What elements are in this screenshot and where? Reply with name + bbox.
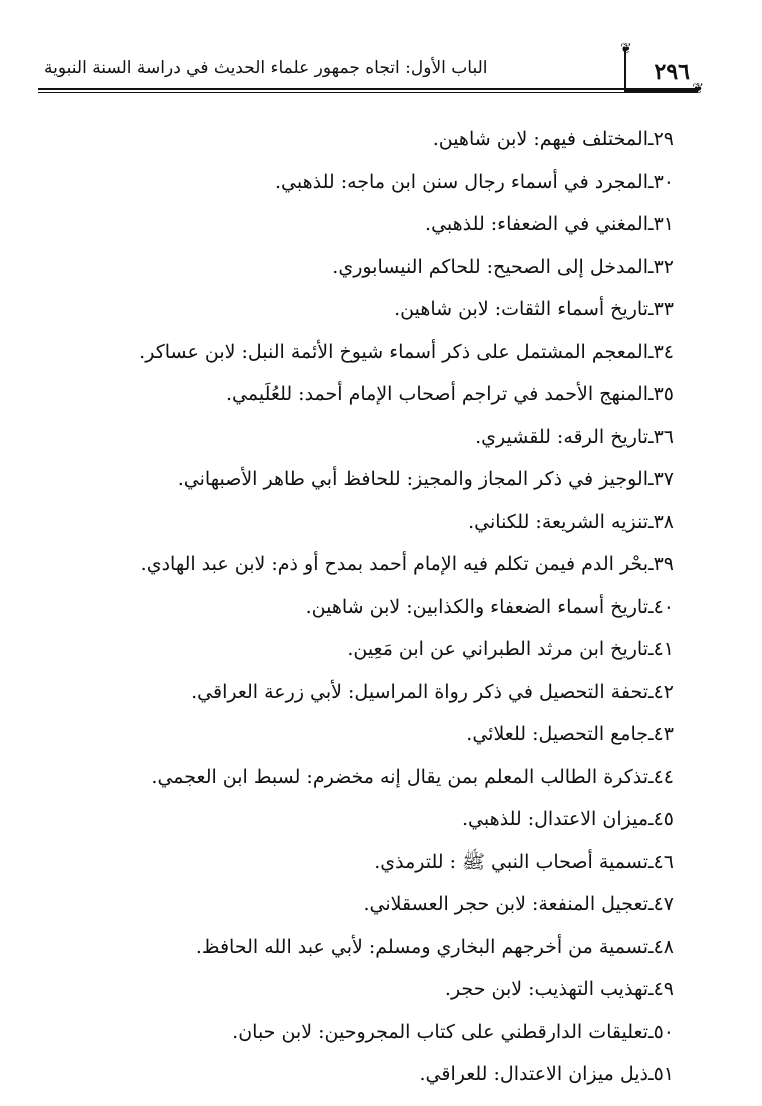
entry-text: تعجيل المنفعة: لابن حجر العسقلاني. xyxy=(363,893,648,915)
entry-number: ٣٩ـ xyxy=(648,553,674,575)
entry-number: ٤٣ـ xyxy=(648,723,674,745)
list-item xyxy=(64,628,674,671)
entry-number: ٣٠ـ xyxy=(648,170,674,193)
list-item xyxy=(64,883,674,926)
entry-number: ٤٥ـ xyxy=(648,808,674,830)
entry-text: المجرد في أسماء رجال سنن ابن ماجه: للذهبي. xyxy=(274,170,648,193)
entry-text: تعليقات الدارقطني على كتاب المجروحين: لابن حبان. xyxy=(232,1020,648,1043)
entry-number: ٣٢ـ xyxy=(648,255,674,278)
entry-text: تذكرة الطالب المعلم بمن يقال إنه مخضرم: لسبط ابن العجمي. xyxy=(151,765,648,788)
list-item xyxy=(64,1011,674,1054)
list-item xyxy=(64,458,674,501)
entry-number: ٣٨ـ xyxy=(648,510,674,533)
entry-number: ٢٩ـ xyxy=(648,128,674,150)
list-item xyxy=(64,968,674,1011)
entry-text: تاريخ ابن مرثد الطبراني عن ابن مَعِين. xyxy=(347,638,648,660)
entry-number: ٣٣ـ xyxy=(648,298,674,320)
page-number-frame xyxy=(620,41,704,97)
list-item xyxy=(64,161,674,204)
entry-number: ٣١ـ xyxy=(648,213,674,235)
entry-number: ٤٤ـ xyxy=(648,765,674,788)
entry-text: تاريخ الرقه: للقشيري. xyxy=(475,425,648,448)
entry-text: المعجم المشتمل على ذكر أسماء شيوخ الأئمة النبل: لابن عساكر. xyxy=(139,340,648,363)
list-item xyxy=(64,586,674,629)
entry-number: ٣٤ـ xyxy=(648,340,674,363)
entry-number: ٥١ـ xyxy=(648,1063,674,1085)
list-item xyxy=(64,203,674,246)
entry-text: تسمية أصحاب النبي ﷺ : للترمذي. xyxy=(374,850,648,873)
entry-text: ميزان الاعتدال: للذهبي. xyxy=(461,808,648,830)
page-number: ٢٩٦ xyxy=(654,59,690,85)
entry-number: ٤٩ـ xyxy=(648,978,674,1000)
header-rule xyxy=(38,88,698,90)
list-item xyxy=(64,1053,674,1096)
entry-text: تاريخ أسماء الثقات: لابن شاهين. xyxy=(394,298,648,320)
entry-text: ذيل ميزان الاعتدال: للعراقي. xyxy=(419,1063,648,1085)
entry-number: ٥٠ـ xyxy=(648,1020,674,1043)
entry-number: ٤٦ـ xyxy=(648,850,674,873)
entry-text: تسمية من أخرجهم البخاري ومسلم: لأبي عبد الله الحافظ. xyxy=(195,935,648,958)
list-item xyxy=(64,841,674,884)
entry-text: الوجيز في ذكر المجاز والمجيز: للحافظ أبي طاهر الأصبهاني. xyxy=(177,468,648,490)
entry-number: ٣٥ـ xyxy=(648,383,674,405)
list-item xyxy=(64,331,674,374)
entry-text: تاريخ أسماء الضعفاء والكذابين: لابن شاهين. xyxy=(305,595,648,618)
entry-text: تحفة التحصيل في ذكر رواة المراسيل: لأبي زرعة العراقي. xyxy=(191,680,648,703)
list-item xyxy=(64,501,674,544)
entry-text: تهذيب التهذيب: لابن حجر. xyxy=(444,978,648,1000)
header-rule-thin xyxy=(38,92,698,93)
list-item xyxy=(64,671,674,714)
flourish-ornament-icon: ❦ xyxy=(692,81,704,97)
page-header xyxy=(38,41,704,100)
list-item xyxy=(64,798,674,841)
entry-number: ٣٦ـ xyxy=(648,425,674,448)
entry-text: المنهج الأحمد في تراجم أصحاب الإمام أحمد: للعُلَيمي. xyxy=(226,383,648,405)
flourish-ornament-icon: ❦ xyxy=(620,41,632,57)
list-item xyxy=(64,288,674,331)
entry-number: ٤٠ـ xyxy=(648,595,674,618)
list-item xyxy=(64,756,674,799)
entry-text: جامع التحصيل: للعلائي. xyxy=(466,723,648,745)
list-item xyxy=(64,118,674,161)
running-title: الباب الأول: اتجاه جمهور علماء الحديث في دراسة السنة النبوية xyxy=(44,58,488,78)
bibliography-list xyxy=(64,118,674,1096)
entry-number: ٤١ـ xyxy=(648,638,674,660)
entry-text: المختلف فيهم: لابن شاهين. xyxy=(432,128,648,150)
list-item xyxy=(64,543,674,586)
entry-number: ٤٧ـ xyxy=(648,893,674,915)
list-item xyxy=(64,416,674,459)
list-item xyxy=(64,713,674,756)
list-item xyxy=(64,373,674,416)
entry-text: المدخل إلى الصحيح: للحاكم النيسابوري. xyxy=(332,255,648,278)
entry-text: تنزيه الشريعة: للكناني. xyxy=(468,510,648,533)
entry-text: بحْر الدم فيمن تكلم فيه الإمام أحمد بمدح أو ذم: لابن عبد الهادي. xyxy=(140,553,648,575)
entry-number: ٤٢ـ xyxy=(648,680,674,703)
entry-number: ٣٧ـ xyxy=(648,468,674,490)
entry-number: ٤٨ـ xyxy=(648,935,674,958)
list-item xyxy=(64,246,674,289)
list-item xyxy=(64,926,674,969)
entry-text: المغني في الضعفاء: للذهبي. xyxy=(425,213,648,235)
